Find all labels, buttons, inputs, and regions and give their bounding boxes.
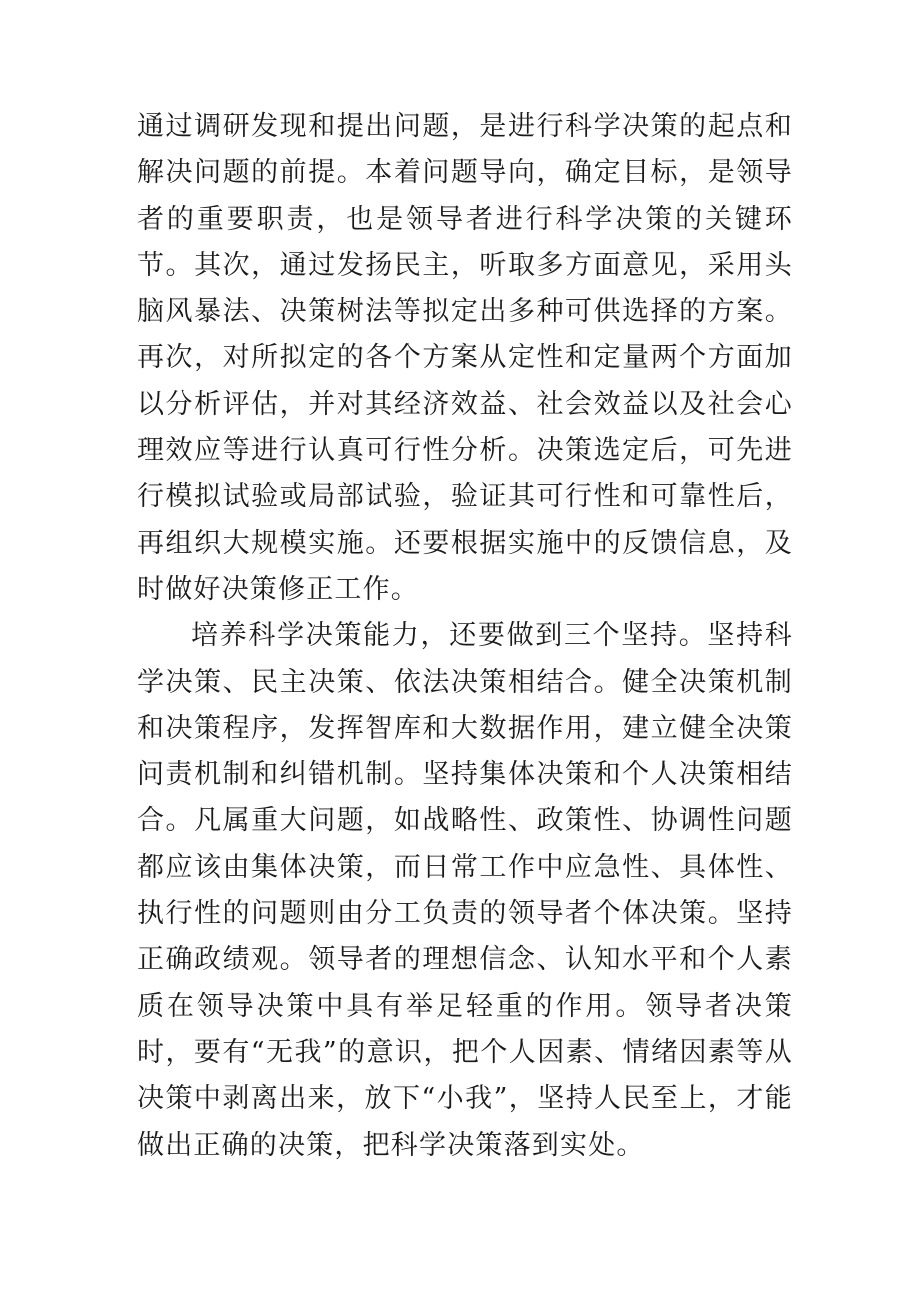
paragraph-continuation: 通过调研发现和提出问题，是进行科学决策的起点和解决问题的前提。本着问题导向，确定目标，是领导者的重要职责，也是领导者进行科学决策的关键环节。其次，通过发扬民主，听取多方面意见，采用头脑风暴法、决策树法等拟定出多种可供选择的方案。再次，对所拟定的各个方案从定性和定量两个方面加以分析评估，并对其经济效益、社会效益以及社会心理效应等进行认真可行性分析。决策选定后，可先进行模拟试验或局部试验，验证其可行性和可靠性后，再组织大规模实施。还要根据实施中的反馈信息，及时做好决策修正工作。 (137, 111, 793, 605)
document-body (137, 104, 793, 1169)
paragraph-scientific-decision: 培养科学决策能力，还要做到三个坚持。坚持科学决策、民主决策、依法决策相结合。健全决策机制和决策程序，发挥智库和大数据作用，建立健全决策问责机制和纠错机制。坚持集体决策和个人决策相结合。凡属重大问题，如战略性、政策性、协调性问题都应该由集体决策，而日常工作中应急性、具体性、执行性的问题则由分工负责的领导者个体决策。坚持正确政绩观。领导者的理想信念、认知水平和个人素质在领导决策中具有举足轻重的作用。领导者决策时，要有“无我”的意识，把个人因素、情绪因素等从决策中剥离出来，放下“小我”，坚持人民至上，才能做出正确的决策，把科学决策落到实处。 (137, 620, 793, 1161)
